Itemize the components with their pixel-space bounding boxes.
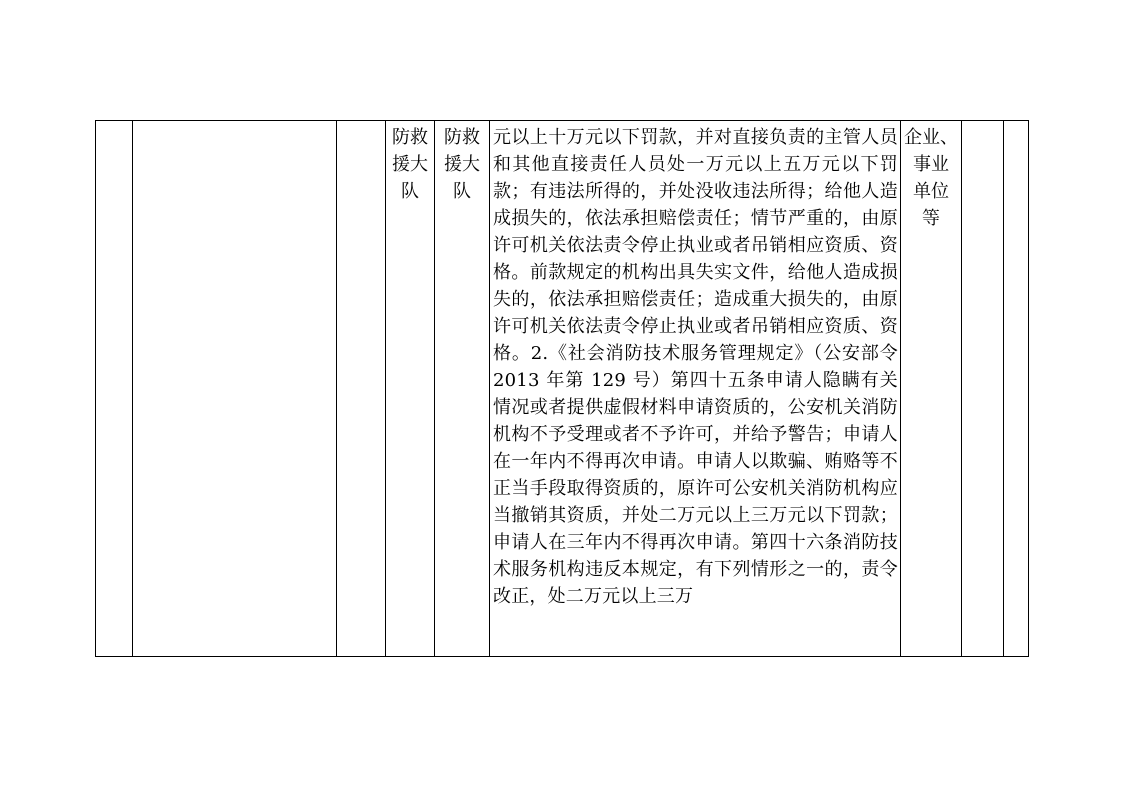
subject-cell: 企业、 事业 单位 等 (901, 121, 962, 657)
implementing-unit-cell: 防救 援大 队 (386, 121, 435, 657)
empty-cell (1004, 121, 1029, 657)
table-row (96, 121, 1029, 657)
regulation-table (95, 120, 1029, 657)
legal-basis-cell: 元以上十万元以下罚款，并对直接负责的主管人员和其他直接责任人员处一万元以上五万元以下罚款；有违法所得的，并处没收违法所得；给他人造成损失的，依法承担赔偿责任；情节严重的，由原许可机关依法责令停止执业或者吊销相应资质、资格。前款规定的机构出具失实文件，给他人造成损失的，依法承担赔偿责任；造成重大损失的，由原许可机关依法责令停止执业或者吊销相应资质、资格。2.《社会消防技术服务管理规定》（公安部令 2013 年第 129 号）第四十五条申请人隐瞒有关情况或者提供虚假材料申请资质的，公安机关消防机构不予受理或者不予许可，并给予警告；申请人在一年内不得再次申请。申请人以欺骗、贿赂等不正当手段取得资质的，原许可公安机关消防机构应当撤销其资质，并处二万元以上三万元以下罚款；申请人在三年内不得再次申请。第四十六条消防技术服务机构违反本规定，有下列情形之一的，责令改正，处二万元以上三万 (490, 121, 901, 657)
responsible-unit-cell: 防救 援大 队 (435, 121, 490, 657)
empty-cell (133, 121, 337, 657)
empty-cell (337, 121, 386, 657)
empty-cell (96, 121, 133, 657)
empty-cell (962, 121, 1004, 657)
